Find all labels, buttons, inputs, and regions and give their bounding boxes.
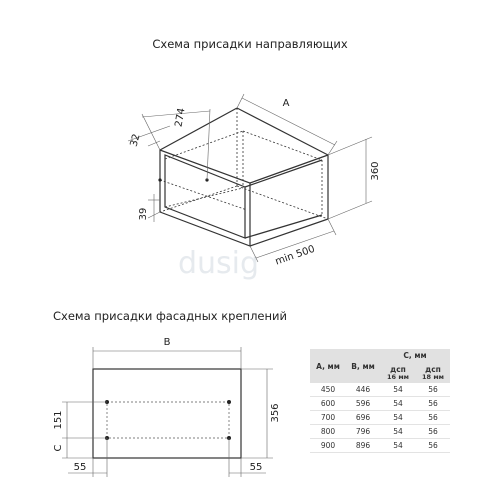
header-c-18: [416, 362, 450, 383]
header-c-16-top: дсп: [390, 364, 406, 374]
cell-a: 800: [310, 425, 346, 439]
header-b: B, мм: [346, 349, 380, 383]
cell-a: 900: [310, 439, 346, 453]
header-c-16: [380, 362, 416, 383]
table-row: [310, 383, 450, 397]
mount-point: [158, 178, 161, 181]
table-row: [310, 411, 450, 425]
dim-right-margin: 55: [249, 462, 263, 473]
cell-b: 446: [346, 383, 380, 397]
header-c: C, мм: [380, 349, 450, 362]
cell-c18: 56: [416, 439, 450, 453]
dim-offset-bottom: 39: [138, 207, 149, 221]
cell-c18: 56: [416, 397, 450, 411]
cell-a: 600: [310, 397, 346, 411]
cell-b: 696: [346, 411, 380, 425]
cell-b: 596: [346, 397, 380, 411]
dim-min-depth: min 500: [273, 243, 317, 268]
facade-panel: [93, 369, 241, 458]
table-row: [310, 439, 450, 453]
dim-left-margin: 55: [73, 462, 87, 473]
cell-c16: 54: [380, 411, 416, 425]
cell-c18: 56: [416, 425, 450, 439]
cell-c18: 56: [416, 383, 450, 397]
header-a: A, мм: [310, 349, 346, 383]
diagram2-title: Схема присадки фасадных креплений: [53, 309, 287, 323]
dim-offset-top: 32: [128, 132, 143, 148]
dim-height: 360: [370, 161, 381, 181]
cell-c16: 54: [380, 397, 416, 411]
diagram1-title: Схема присадки направляющих: [152, 37, 348, 51]
dim-width: B: [163, 337, 171, 348]
dim-length: A: [282, 98, 290, 109]
dim-hole-spacing: 151: [53, 410, 64, 430]
dim-depth: 274: [173, 107, 188, 128]
cell-c16: 54: [380, 425, 416, 439]
cell-b: 896: [346, 439, 380, 453]
cell-a: 450: [310, 383, 346, 397]
cell-c18: 56: [416, 411, 450, 425]
header-c-16-sub: 16 мм: [387, 372, 409, 381]
dim-hole-offset: C: [53, 444, 64, 452]
dim-facade-height: 356: [270, 403, 281, 423]
watermark-logo: dusig: [178, 246, 260, 281]
header-c-18-top: дсп: [425, 364, 441, 374]
facade-hole: [227, 400, 231, 404]
dimensions-table: [310, 349, 450, 453]
cell-a: 700: [310, 411, 346, 425]
header-c-18-sub: 18 мм: [422, 372, 444, 381]
table-row: [310, 425, 450, 439]
table-row: [310, 397, 450, 411]
cell-c16: 54: [380, 383, 416, 397]
cell-b: 796: [346, 425, 380, 439]
cell-c16: 54: [380, 439, 416, 453]
